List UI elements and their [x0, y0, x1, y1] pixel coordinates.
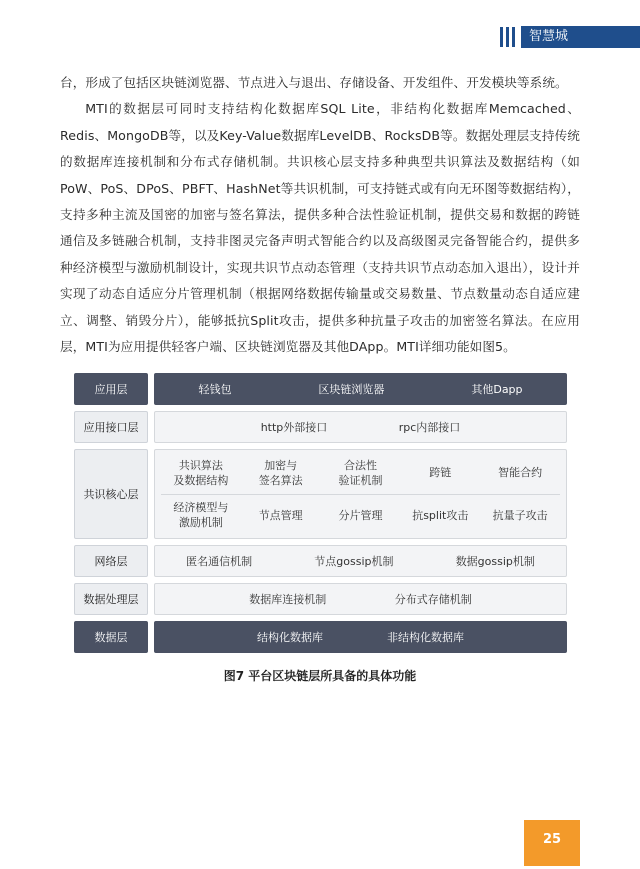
layer-item: 抗量子攻击 [492, 508, 548, 522]
layer-content [154, 411, 567, 443]
layer-item: 其他Dapp [471, 383, 523, 396]
row-data-processing-layer [74, 583, 567, 615]
layer-content [154, 621, 567, 653]
layer-item: 分布式存储机制 [394, 593, 472, 606]
layer-item: 结构化数据库 [257, 631, 323, 644]
layer-item: 数据gossip机制 [455, 555, 535, 568]
paragraph-2: MTI的数据层可同时支持结构化数据库SQL Lite，非结构化数据库Memcached、Redis、MongoDB等，以及Key-Value数据库LevelDB、RocksDB等。数据处理层支持传统的数据库连接机制和分布式存储机制。共识核心层支持多种典型共识算法及数据结构（如PoW、PoS、DPoS、PBFT、HashNet等共识机制，可支持链式或有向无环图等数据结构），支持多种主流及国密的加密与签名算法，提供多种合法性验证机制，提供交易和数据的跨链通信及多链融合机制，支持非图灵完备声明式智能合约以及高级图灵完备智能合约，提供多种经济模型与激励机制设计，实现共识节点动态管理（支持共识节点动态加入退出），设计并实现了动态自适应分片管理机制（根据网络数据传输量或交易数量、节点数量动态自适应建立、调整、销毁分片），能够抵抗Split攻击，提供多种抗量子攻击的加密签名算法。在应用层，MTI为应用提供轻客户端、区块链浏览器及其他DApp。MTI详细功能如图5。 [60, 101, 580, 355]
layer-label: 应用层 [74, 373, 148, 405]
layer-item: 共识算法 及数据结构 [173, 458, 229, 487]
layer-item: 节点管理 [258, 508, 303, 522]
page-header [500, 25, 640, 66]
row-core-layer [74, 449, 567, 539]
core-line-2 [161, 494, 560, 537]
layer-label: 网络层 [74, 545, 148, 577]
layer-item: 区块链浏览器 [318, 383, 385, 396]
core-line-1 [161, 452, 560, 494]
layer-content [154, 449, 567, 539]
layer-item: 数据库连接机制 [249, 593, 327, 606]
header-bars-decoration [500, 27, 515, 47]
page-number: 25 [524, 820, 580, 866]
layer-content [154, 583, 567, 615]
layer-label: 共识核心层 [74, 449, 148, 539]
layer-item: 合法性 验证机制 [338, 458, 383, 487]
layer-item: 非结构化数据库 [387, 631, 464, 644]
layer-item: 经济模型与 激励机制 [173, 501, 229, 530]
layer-item: 节点gossip机制 [314, 555, 394, 568]
layer-diagram [74, 373, 567, 659]
row-app-layer [74, 373, 567, 405]
body-text [60, 70, 580, 360]
layer-item: 跨链 [429, 466, 452, 480]
figure-caption: 图7 平台区块链层所具备的具体功能 [223, 669, 417, 683]
paragraph-1: 台，形成了包括区块链浏览器、节点进入与退出、存储设备、开发组件、开发模块等系统。 [60, 75, 568, 90]
layer-label: 应用接口层 [74, 411, 148, 443]
layer-item: 轻钱包 [198, 383, 232, 396]
layer-item: 匿名通信机制 [186, 555, 253, 568]
layer-item: 分片管理 [338, 508, 383, 522]
layer-content [154, 373, 567, 405]
layer-content [154, 545, 567, 577]
layer-item: 加密与 签名算法 [258, 458, 303, 487]
layer-item: rpc内部接口 [398, 421, 461, 434]
row-api-layer [74, 411, 567, 443]
section-title: 智慧城市 [521, 26, 640, 48]
layer-label: 数据处理层 [74, 583, 148, 615]
row-data-layer [74, 621, 567, 653]
layer-item: http外部接口 [260, 421, 328, 434]
layer-item: 智能合约 [498, 466, 543, 480]
layer-item: 抗split攻击 [412, 508, 469, 522]
row-network-layer [74, 545, 567, 577]
layer-label: 数据层 [74, 621, 148, 653]
